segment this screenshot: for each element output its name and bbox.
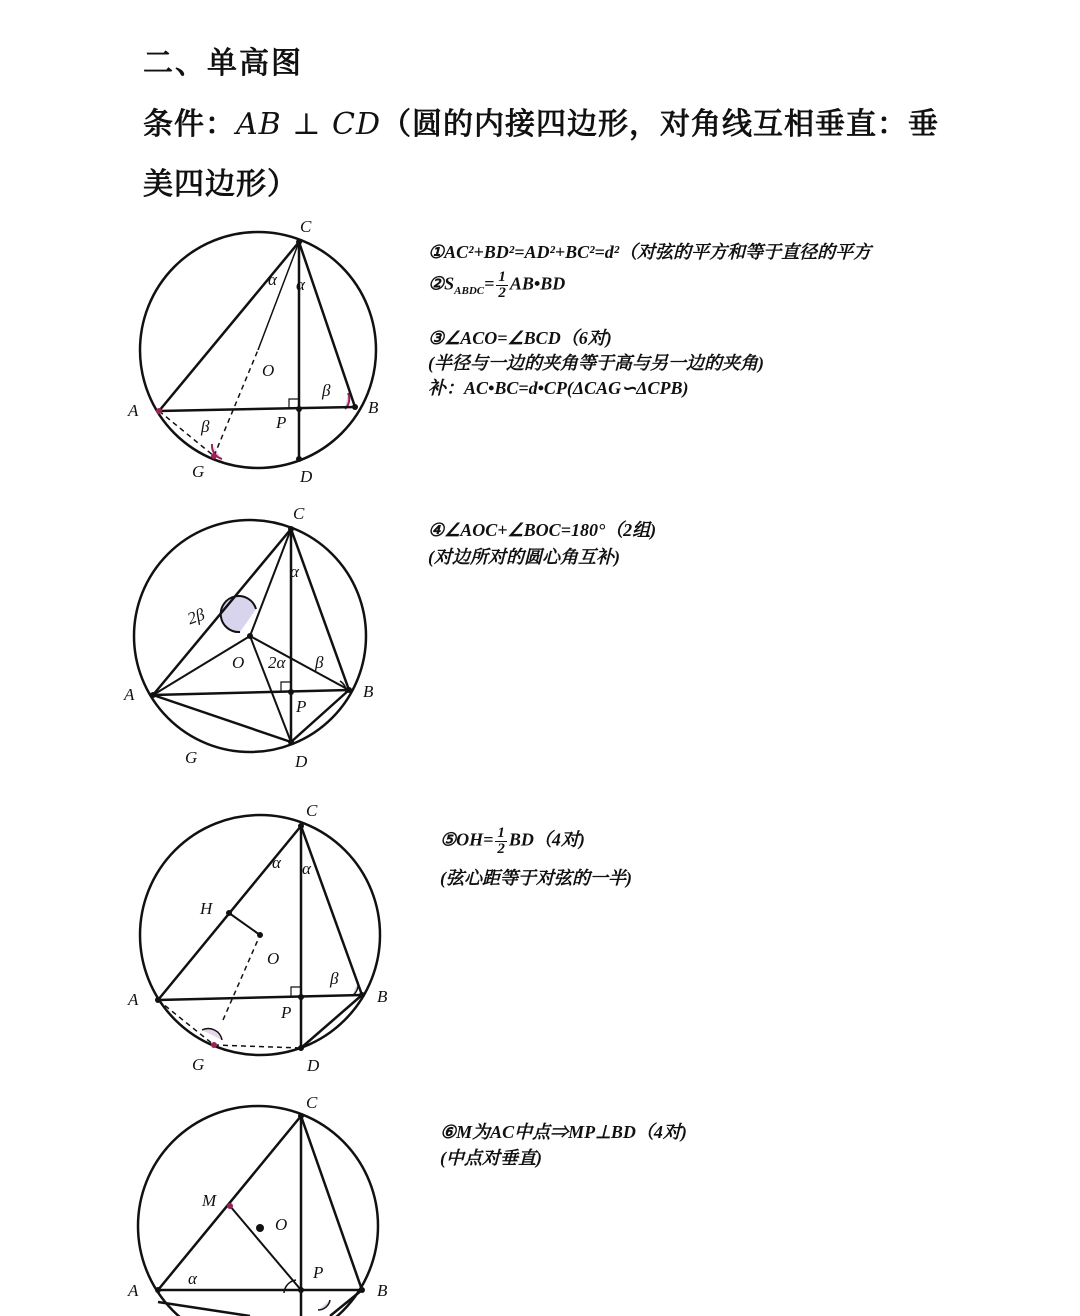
figure-4-label-c: C: [306, 1093, 318, 1112]
figure-1-note-3: ③∠ACO=∠BCD（6对): [428, 328, 612, 348]
figure-2-point-c: [288, 526, 294, 532]
figure-1-note-2-num: 1: [498, 269, 506, 285]
figure-1-point-a: [156, 408, 162, 414]
figure-1-angle-beta-2: β: [201, 417, 210, 436]
figure-2-line-oc: [250, 529, 291, 636]
figure-1-angle-beta-1: β: [322, 381, 331, 400]
figure-1-line-ab: [159, 407, 355, 411]
figure-2-point-d: [288, 739, 294, 745]
figure-1-line-go: [214, 350, 258, 456]
figure-3-note-1-post: BD（4对): [508, 829, 585, 850]
figure-2-point-p: [288, 689, 294, 695]
figure-3-point-p: [298, 994, 304, 1000]
figure-1-note-2-pre: ②S: [428, 273, 455, 294]
figure-3-line-gd: [214, 1045, 301, 1048]
figure-1-point-c: [296, 239, 302, 245]
figure-4-label-o: O: [275, 1215, 288, 1234]
figure-4-diagram: [0, 1090, 420, 1316]
figure-2-angle-alpha: α: [290, 562, 299, 581]
figure-3-note-1-fraction: [495, 826, 507, 857]
figure-2-point-o: [247, 633, 253, 639]
figure-2-note-2: (对边所对的圆心角互补): [428, 547, 620, 567]
figure-3-label-a: A: [128, 990, 139, 1009]
figure-1-line-ac: [159, 242, 299, 411]
figure-4-angle-alpha: α: [188, 1269, 197, 1288]
figure-4-label-a: A: [128, 1281, 139, 1300]
figure-3-line-bd: [301, 995, 362, 1048]
figure-2-label-a: A: [124, 685, 135, 704]
figure-1-note-1: ①AC²+BD²=AD²+BC²=d²（对弦的平方和等于直径的平方: [428, 242, 872, 262]
figure-1-label-b: B: [368, 398, 379, 417]
figure-2-label-g: G: [185, 748, 198, 767]
figure-3-label-p: P: [281, 1003, 292, 1022]
figure-1-label-c: C: [300, 217, 312, 236]
figure-4-point-c: [298, 1113, 304, 1119]
figure-3-label-g: G: [192, 1055, 205, 1074]
figure-1-label-p: P: [276, 413, 287, 432]
figure-1-note-2: [428, 270, 565, 303]
figure-1-point-g: [211, 453, 217, 459]
figure-3-note-1-den: 2: [497, 841, 505, 857]
figure-4-note-1: ⑥M为AC中点⇒MP⊥BD（4对): [440, 1122, 687, 1142]
figure-2-angle-mark-o: [221, 596, 256, 632]
figure-3-line-ag: [158, 1000, 214, 1045]
figure-1-label-o: O: [262, 361, 275, 380]
figure-1-note-2-den: 2: [498, 285, 506, 301]
figure-4-circle: [138, 1106, 378, 1316]
figure-4-label-m: M: [202, 1191, 217, 1210]
figure-4-line-cb: [301, 1116, 362, 1290]
figure-4-point-m: [227, 1203, 233, 1209]
figure-3-point-o: [257, 932, 263, 938]
figure-1-note-2-fraction: [496, 270, 508, 301]
figure-4-line-bd: [330, 1290, 362, 1316]
figure-3-angle-beta: β: [330, 969, 339, 988]
figure-2-angle-2alpha: 2α: [268, 653, 286, 672]
figure-4-label-p: P: [313, 1263, 324, 1282]
condition-suffix: （圆的内接四边形，对角线互相垂直：垂美四边形）: [143, 107, 940, 202]
figure-3-note-1: [440, 826, 585, 857]
figure-2-point-b: [346, 687, 352, 693]
figure-3-label-b: B: [377, 987, 388, 1006]
figure-2-angle-2beta: 2β: [184, 604, 208, 629]
figure-2-angle-beta: β: [315, 653, 324, 672]
figure-2-line-ab: [153, 690, 349, 695]
figure-4-line-mp: [230, 1206, 301, 1290]
figure-1-point-d: [296, 456, 302, 462]
figure-3-diagram: [0, 790, 420, 1090]
figure-3-point-a: [155, 997, 161, 1003]
figure-3-note-2: (弦心距等于对弦的一半): [440, 868, 632, 888]
figure-4-point-a: [155, 1287, 161, 1293]
figure-3-point-b: [359, 992, 365, 998]
figure-2-label-o: O: [232, 653, 245, 672]
figure-2-label-b: B: [363, 682, 374, 701]
figure-3-note-1-num: 1: [497, 825, 505, 841]
figure-3-label-c: C: [306, 801, 318, 820]
figure-2-diagram: [0, 490, 420, 790]
figure-1-label-g: G: [192, 462, 205, 481]
figure-2-note-1: ④∠AOC+∠BOC=180°（2组): [428, 520, 657, 540]
figure-1-line-oc: [258, 242, 299, 350]
figure-2-line-od: [250, 636, 291, 742]
figure-3-point-c: [298, 823, 304, 829]
figure-1-note-2-sub: ABDC: [454, 285, 485, 298]
figure-3-angle-alpha-2: α: [302, 859, 311, 878]
figure-1-label-d: D: [300, 467, 313, 486]
figure-2-point-a: [150, 692, 156, 698]
figure-2-line-ad: [153, 695, 291, 742]
figure-1-angle-alpha-1: α: [268, 270, 277, 289]
figure-3-label-h: H: [200, 899, 213, 918]
figure-4-point-o: [256, 1224, 264, 1232]
figure-4-point-p: [298, 1287, 304, 1293]
figure-1-point-b: [352, 404, 358, 410]
figure-2-label-p: P: [296, 697, 307, 716]
condition-prefix: 条件：: [143, 107, 236, 142]
figure-4-angle-mark-d: [318, 1300, 330, 1310]
figure-2-label-c: C: [293, 504, 305, 523]
section-heading: 二、单高图: [143, 46, 303, 81]
figure-3-angle-mark-g: [202, 1029, 222, 1040]
figure-2-label-d: D: [295, 752, 308, 771]
figure-4-point-b: [359, 1287, 365, 1293]
figure-3-angle-alpha-1: α: [272, 853, 281, 872]
figure-3-point-h: [226, 910, 232, 916]
figure-1-note-5: 补：AC•BC=d•CP(ΔCAG∽ΔCPB): [428, 378, 689, 398]
figure-3-line-ho: [229, 913, 260, 935]
figure-3-point-g: [211, 1042, 217, 1048]
figure-2-line-ob: [250, 636, 349, 690]
figure-1-note-2-eq: =: [484, 273, 495, 294]
figure-4-label-b: B: [377, 1281, 388, 1300]
figure-3-line-ab: [158, 995, 362, 1000]
figure-1-point-p: [296, 406, 302, 412]
condition-math: AB ⊥ CD: [236, 107, 382, 142]
figure-3-label-d: D: [307, 1056, 320, 1075]
figure-3-point-d: [298, 1045, 304, 1051]
figure-1-note-4: (半径与一边的夹角等于高与另一边的夹角): [428, 353, 764, 373]
figure-4-note-2: (中点对垂直): [440, 1148, 542, 1168]
figure-1-diagram: [0, 0, 420, 500]
figure-1-note-2-post: AB•BD: [509, 273, 566, 294]
figure-1-angle-alpha-2: α: [296, 275, 305, 294]
figure-3-label-o: O: [267, 949, 280, 968]
figure-3-note-1-pre: ⑤OH=: [440, 829, 494, 850]
figure-3-line-go: [223, 935, 260, 1020]
figure-1-label-a: A: [128, 401, 139, 420]
